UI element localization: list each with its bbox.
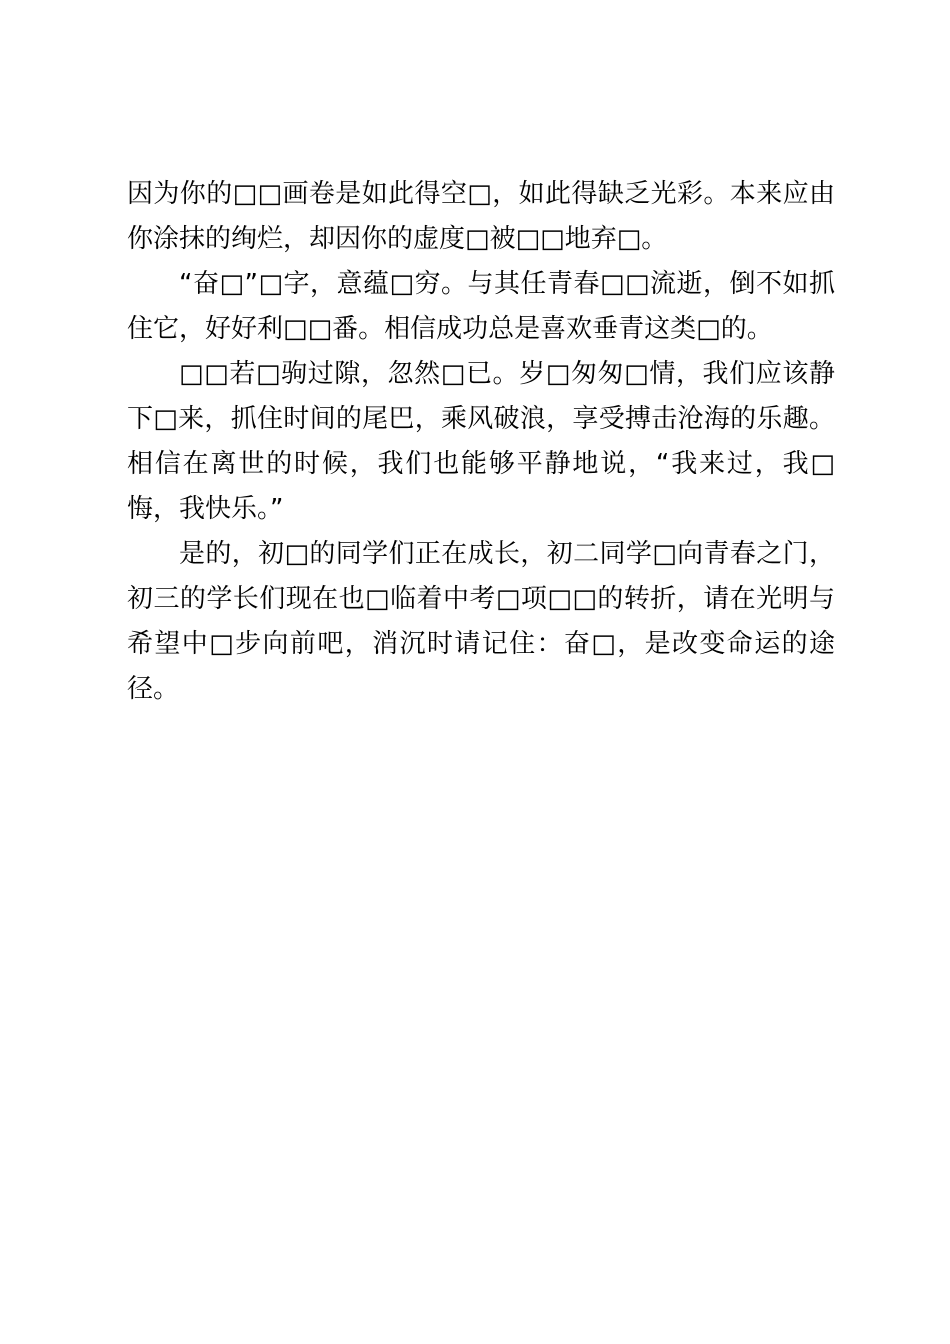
paragraph-1: 因为你的□□画卷是如此得空□，如此得缺乏光彩。本来应由你涂抹的绚烂，却因你的虚度□被□□地弃□。: [127, 179, 835, 254]
paragraph-3: □□若□驹过隙，忽然□已。岁□匆匆□情，我们应该静下□来，抓住时间的尾巴，乘风破浪，享受搏击沧海的乐趣。相信在离世的时候，我们也能够平静地说，“我来过，我□悔，我快乐。”: [127, 359, 835, 524]
document-body: [127, 172, 835, 712]
paragraph-4: 是的，初□的同学们正在成长，初二同学□向青春之门，初三的学长们现在也□临着中考□项□□的转折，请在光明与希望中□步向前吧，消沉时请记住：奋□，是改变命运的途径。: [127, 539, 835, 704]
paragraph-2: “奋□”□字，意蕴□穷。与其任青春□□流逝，倒不如抓住它，好好利□□番。相信成功总是喜欢垂青这类□的。: [127, 269, 835, 344]
